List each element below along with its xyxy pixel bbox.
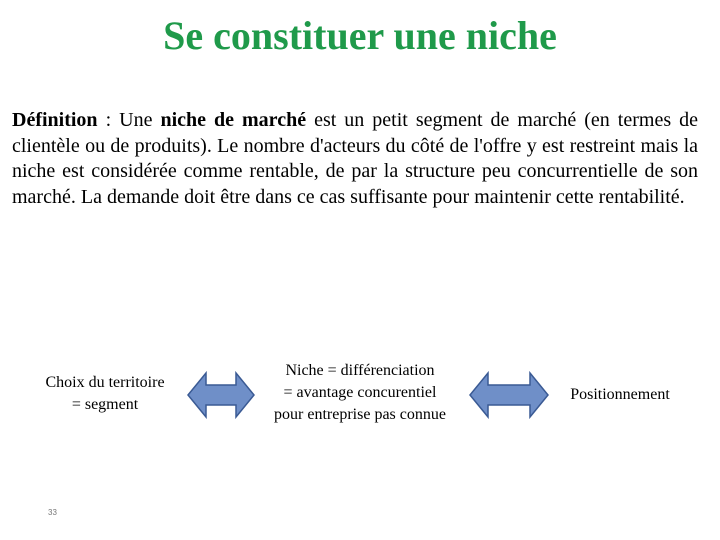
definition-separator: : Une — [97, 109, 161, 131]
box2-line2: = avantage concurentiel — [283, 384, 437, 401]
box2-line1: Niche = différenciation — [285, 362, 435, 379]
double-arrow-left-shape — [188, 373, 254, 417]
box-niche — [246, 360, 474, 426]
slide-title: Se constituer une niche — [163, 13, 557, 58]
box-choix-territoire — [20, 372, 190, 416]
definition-body: est un petit segment de marché (en termes de clientèle ou de produits). Le nombre d'acteurs du côté de l'offre y est restreint mais la niche est considérée comme rentable, de par la structure peu concurrentielle de son marché. La demande doit être dans ce cas suffisante pour maintenir cette rentabilité. — [12, 109, 698, 208]
double-arrow-right-shape — [470, 373, 548, 417]
box1-line2: = segment — [71, 396, 139, 413]
double-arrow-right — [468, 370, 550, 420]
box3-line1: Positionnement — [570, 386, 670, 403]
definition-term: niche de marché — [160, 109, 307, 131]
box2-line3: pour entreprise pas connue — [274, 406, 446, 423]
definition-label: Définition — [12, 109, 98, 131]
box1-line1: Choix du territoire — [45, 374, 165, 391]
box-positionnement — [550, 384, 690, 406]
definition-paragraph — [12, 108, 698, 210]
page-number: 33 — [48, 508, 57, 517]
